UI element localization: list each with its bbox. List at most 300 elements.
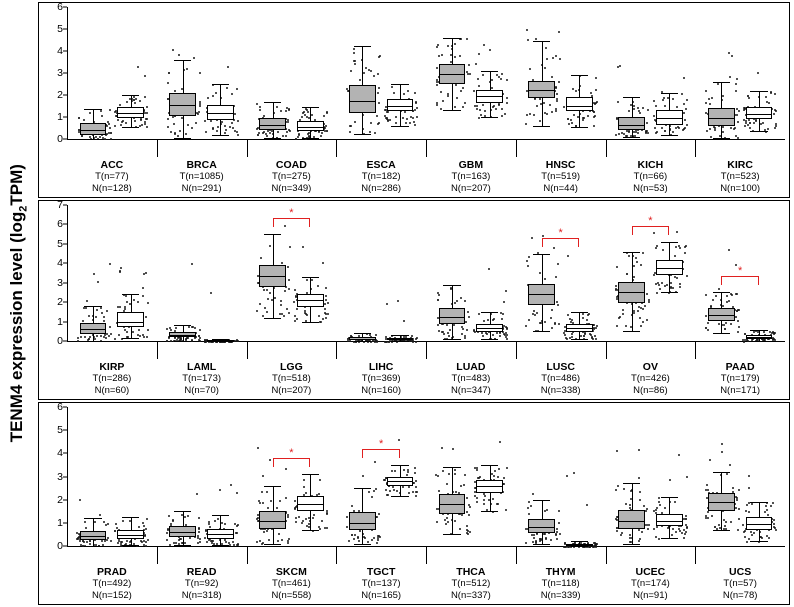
sample-point xyxy=(325,317,327,319)
sample-point xyxy=(395,116,397,118)
sample-point xyxy=(488,268,490,270)
sample-point xyxy=(707,322,709,324)
sample-point xyxy=(746,541,748,543)
sample-point xyxy=(685,108,687,110)
median-line xyxy=(117,535,144,536)
cancer-code: THCA xyxy=(456,566,486,578)
sample-point xyxy=(501,115,503,117)
sample-point xyxy=(558,81,560,83)
tumor-count: T(n=275) xyxy=(271,171,311,182)
sample-point xyxy=(228,542,230,544)
sample-point xyxy=(325,295,327,297)
sample-point xyxy=(224,523,226,525)
sample-point xyxy=(280,110,282,112)
sample-point xyxy=(263,131,265,133)
sample-point xyxy=(616,325,618,327)
normal-count: N(n=339) xyxy=(540,590,581,601)
sample-point xyxy=(407,471,409,473)
sample-point xyxy=(505,336,507,338)
sample-point xyxy=(477,78,479,80)
sample-point xyxy=(484,495,486,497)
significance-star: * xyxy=(558,226,563,239)
sample-point xyxy=(145,118,147,120)
sample-point xyxy=(81,135,83,137)
significance-star: * xyxy=(648,214,653,227)
sample-point xyxy=(373,537,375,539)
sample-point xyxy=(464,300,466,302)
sample-point xyxy=(761,537,763,539)
sample-point xyxy=(259,540,261,542)
sample-point xyxy=(705,315,707,317)
sample-point xyxy=(749,122,751,124)
sample-point xyxy=(415,341,417,343)
sample-point xyxy=(263,531,265,533)
sample-point xyxy=(279,500,281,502)
sample-point xyxy=(551,309,553,311)
sample-point xyxy=(378,56,380,58)
x-axis-group-label xyxy=(631,361,670,397)
sample-point xyxy=(571,333,573,335)
sample-point xyxy=(370,122,372,124)
cancer-code: LUAD xyxy=(456,361,486,373)
sample-point xyxy=(204,537,206,539)
tumor-count: T(n=519) xyxy=(541,171,581,182)
sample-point xyxy=(146,126,148,128)
sample-point xyxy=(373,75,375,77)
normal-count: N(n=291) xyxy=(181,183,222,194)
median-line xyxy=(387,106,414,107)
sample-point xyxy=(409,122,411,124)
sample-point xyxy=(529,113,531,115)
sample-point xyxy=(672,98,674,100)
sample-point xyxy=(120,267,122,269)
sample-point xyxy=(306,279,308,281)
sample-point xyxy=(96,309,98,311)
sample-point xyxy=(438,294,440,296)
sample-point xyxy=(371,539,373,541)
significance-bracket xyxy=(273,218,311,227)
sample-point xyxy=(350,70,352,72)
sample-point xyxy=(556,538,558,540)
sample-point xyxy=(304,310,306,312)
whisker-cap xyxy=(623,483,640,484)
sample-point xyxy=(729,76,731,78)
sample-point xyxy=(625,503,627,505)
group-separator xyxy=(516,139,517,157)
sample-point xyxy=(178,539,180,541)
tumor-count: T(n=518) xyxy=(271,373,311,384)
sample-point xyxy=(582,317,584,319)
sample-point xyxy=(394,470,396,472)
sample-point xyxy=(146,518,148,520)
sample-point xyxy=(281,539,283,541)
sample-point xyxy=(557,304,559,306)
sample-point xyxy=(544,321,546,323)
cancer-code: OV xyxy=(642,361,658,373)
sample-point xyxy=(321,132,323,134)
sample-point xyxy=(367,541,369,543)
sample-point xyxy=(452,448,454,450)
sample-point xyxy=(476,497,478,499)
sample-point xyxy=(748,511,750,513)
sample-point xyxy=(532,493,534,495)
sample-point xyxy=(326,130,328,132)
sample-point xyxy=(436,46,438,48)
whisker-cap xyxy=(623,97,640,98)
whisker-cap xyxy=(84,518,101,519)
sample-point xyxy=(133,96,135,98)
whisker-cap xyxy=(84,109,101,110)
sample-point xyxy=(483,44,485,46)
group-separator xyxy=(426,546,427,564)
sample-point xyxy=(109,263,111,265)
whisker-cap xyxy=(302,107,319,108)
sample-point xyxy=(412,491,414,493)
whisker-cap xyxy=(174,138,191,139)
sample-point xyxy=(143,336,145,338)
sample-point xyxy=(285,468,287,470)
sample-point xyxy=(184,516,186,518)
sample-point xyxy=(107,523,109,525)
sample-point xyxy=(147,329,149,331)
sample-point xyxy=(728,52,730,54)
cancer-code: LAML xyxy=(187,361,217,373)
tumor-box xyxy=(708,108,735,126)
whisker-cap xyxy=(84,341,101,342)
sample-point xyxy=(672,131,674,133)
sample-point xyxy=(269,132,271,134)
sample-point xyxy=(268,539,270,541)
sample-point xyxy=(147,539,149,541)
sample-point xyxy=(674,255,676,257)
cancer-code: HNSC xyxy=(545,159,576,171)
tumor-count: T(n=92) xyxy=(184,578,219,589)
sample-point xyxy=(442,100,444,102)
group-separator xyxy=(695,139,696,157)
y-axis-tick-label: 1 xyxy=(57,315,63,328)
sample-point xyxy=(311,114,313,116)
sample-point xyxy=(749,127,751,129)
sample-point xyxy=(639,499,641,501)
sample-point xyxy=(266,530,268,532)
sample-point xyxy=(584,333,586,335)
sample-point xyxy=(564,334,566,336)
x-axis-group-label xyxy=(361,566,401,602)
whisker-cap xyxy=(212,545,229,546)
sample-point xyxy=(530,505,532,507)
sample-point xyxy=(705,102,707,104)
sample-point xyxy=(505,509,507,511)
sample-point xyxy=(126,331,128,333)
sample-point xyxy=(747,124,749,126)
median-line xyxy=(528,90,555,91)
median-line xyxy=(259,125,286,126)
sample-point xyxy=(556,98,558,100)
sample-point xyxy=(464,102,466,104)
sample-point xyxy=(114,338,116,340)
sample-point xyxy=(389,490,391,492)
group-separator xyxy=(157,341,158,359)
sample-point xyxy=(198,335,200,337)
sample-point xyxy=(100,110,102,112)
sample-point xyxy=(768,537,770,539)
sample-point xyxy=(173,123,175,125)
sample-point xyxy=(189,537,191,539)
sample-point xyxy=(437,475,439,477)
sample-point xyxy=(321,520,323,522)
sample-point xyxy=(408,486,410,488)
y-axis-tick-label: 2 xyxy=(57,89,63,101)
sample-point xyxy=(79,540,81,542)
group-separator xyxy=(516,341,517,359)
sample-point xyxy=(686,99,688,101)
sample-point xyxy=(186,68,188,70)
sample-point xyxy=(118,334,120,336)
sample-point xyxy=(318,526,320,528)
sample-point xyxy=(684,533,686,535)
sample-point xyxy=(658,284,660,286)
sample-point xyxy=(646,508,648,510)
y-axis-tick-label: 4 xyxy=(57,45,63,57)
sample-point xyxy=(616,530,618,532)
sample-point xyxy=(371,496,373,498)
cancer-code: BRCA xyxy=(186,159,217,171)
y-axis-tick-label: 1 xyxy=(57,111,63,123)
sample-point xyxy=(351,505,353,507)
sample-point xyxy=(411,335,413,337)
sample-point xyxy=(567,255,569,257)
sample-point xyxy=(318,493,320,495)
whisker-cap xyxy=(354,544,371,545)
sample-point xyxy=(403,469,405,471)
sample-point xyxy=(675,246,677,248)
sample-point xyxy=(706,484,708,486)
sample-point xyxy=(748,97,750,99)
x-axis-group-label xyxy=(633,159,668,195)
sample-point xyxy=(217,518,219,520)
sample-point xyxy=(526,114,528,116)
sample-point xyxy=(317,285,319,287)
sample-point xyxy=(683,103,685,105)
normal-count: N(n=165) xyxy=(361,590,402,601)
sample-point xyxy=(724,525,726,527)
y-axis-tick-mark xyxy=(63,546,67,547)
sample-point xyxy=(475,63,477,65)
sample-point xyxy=(529,68,531,70)
sample-point xyxy=(288,279,290,281)
normal-box xyxy=(117,312,144,328)
x-axis-group-label xyxy=(92,361,131,397)
normal-count: N(n=86) xyxy=(633,385,668,396)
sample-point xyxy=(396,490,398,492)
sample-point xyxy=(664,507,666,509)
sample-point xyxy=(707,517,709,519)
sample-point xyxy=(655,105,657,107)
sample-point xyxy=(78,117,80,119)
sample-point xyxy=(737,529,739,531)
sample-point xyxy=(377,123,379,125)
tumor-count: T(n=286) xyxy=(92,373,132,384)
median-line xyxy=(618,521,645,522)
sample-point xyxy=(327,302,329,304)
sample-point xyxy=(748,119,750,121)
sample-point xyxy=(281,262,283,264)
sample-point xyxy=(436,102,438,104)
sample-point xyxy=(106,125,108,127)
sample-point xyxy=(298,516,300,518)
sample-point xyxy=(79,499,81,501)
sample-point xyxy=(615,489,617,491)
sample-point xyxy=(109,127,111,129)
whisker-cap xyxy=(713,333,730,334)
sample-point xyxy=(572,88,574,90)
sample-point xyxy=(774,109,776,111)
x-axis-group-label xyxy=(720,361,760,397)
median-line xyxy=(708,315,735,316)
y-axis-tick-mark xyxy=(63,407,67,408)
sample-point xyxy=(397,300,399,302)
sample-point xyxy=(466,525,468,527)
sample-point xyxy=(686,526,688,528)
x-axis-group-label xyxy=(92,159,132,195)
sample-point xyxy=(208,523,210,525)
sample-point xyxy=(730,521,732,523)
y-axis-tick-mark xyxy=(63,51,67,52)
sample-point xyxy=(142,522,144,524)
sample-point xyxy=(229,126,231,128)
sample-point xyxy=(446,517,448,519)
sample-point xyxy=(735,293,737,295)
sample-point xyxy=(476,467,478,469)
sample-point xyxy=(84,336,86,338)
sample-point xyxy=(679,283,681,285)
sample-point xyxy=(539,322,541,324)
sample-point xyxy=(503,301,505,303)
sample-point xyxy=(623,133,625,135)
sample-point xyxy=(710,136,712,138)
sample-point xyxy=(642,308,644,310)
sample-point xyxy=(187,124,189,126)
whisker-cap xyxy=(302,530,319,531)
sample-point xyxy=(174,133,176,135)
y-axis-tick-mark xyxy=(63,243,67,244)
sample-point xyxy=(376,115,378,117)
sample-point xyxy=(83,119,85,121)
sample-point xyxy=(357,536,359,538)
sample-point xyxy=(527,265,529,267)
sample-point xyxy=(567,118,569,120)
cancer-code: LIHC xyxy=(368,361,394,373)
sample-point xyxy=(646,293,648,295)
sample-point xyxy=(684,119,686,121)
sample-point xyxy=(125,122,127,124)
sample-point xyxy=(556,100,558,102)
sample-point xyxy=(438,330,440,332)
sample-point xyxy=(459,528,461,530)
sample-point xyxy=(100,307,102,309)
sample-point xyxy=(551,327,553,329)
sample-point xyxy=(637,310,639,312)
sample-point xyxy=(478,85,480,87)
sample-point xyxy=(88,338,90,340)
normal-count: N(n=207) xyxy=(271,385,312,396)
sample-point xyxy=(137,301,139,303)
sample-point xyxy=(593,111,595,113)
sample-point xyxy=(414,109,416,111)
group-separator xyxy=(336,341,337,359)
sample-point xyxy=(384,341,386,343)
median-line xyxy=(656,521,683,522)
normal-count: N(n=53) xyxy=(633,183,668,194)
sample-point xyxy=(196,493,198,495)
sample-point xyxy=(199,329,201,331)
sample-point xyxy=(122,520,124,522)
sample-point xyxy=(566,338,568,340)
sample-point xyxy=(454,56,456,58)
sample-point xyxy=(454,43,456,45)
sample-point xyxy=(261,491,263,493)
whisker-cap xyxy=(443,467,460,468)
sample-point xyxy=(134,102,136,104)
sample-point xyxy=(718,323,720,325)
sample-point xyxy=(447,521,449,523)
sample-point xyxy=(675,531,677,533)
sample-point xyxy=(462,106,464,108)
sample-point xyxy=(172,49,174,51)
sample-point xyxy=(495,108,497,110)
sample-point xyxy=(493,475,495,477)
sample-point xyxy=(664,105,666,107)
sample-point xyxy=(460,485,462,487)
sample-point xyxy=(735,83,737,85)
sample-point xyxy=(442,470,444,472)
sample-point xyxy=(571,336,573,338)
sample-point xyxy=(85,527,87,529)
sample-point xyxy=(550,317,552,319)
sample-point xyxy=(708,98,710,100)
sample-point xyxy=(483,320,485,322)
sample-point xyxy=(645,510,647,512)
sample-point xyxy=(593,324,595,326)
cancer-code: LGG xyxy=(280,361,303,373)
whisker-cap xyxy=(571,546,588,547)
sample-point xyxy=(354,534,356,536)
sample-point xyxy=(144,75,146,77)
sample-point xyxy=(295,138,297,140)
sample-point xyxy=(663,97,665,99)
whisker-cap xyxy=(533,544,550,545)
sample-point xyxy=(653,528,655,530)
sample-point xyxy=(533,534,535,536)
sample-point xyxy=(566,475,568,477)
sample-point xyxy=(467,311,469,313)
sample-point xyxy=(264,307,266,309)
sample-point xyxy=(637,132,639,134)
sample-point xyxy=(714,129,716,131)
sample-point xyxy=(582,117,584,119)
sample-point xyxy=(368,491,370,493)
sample-point xyxy=(626,273,628,275)
whisker-cap xyxy=(391,341,408,342)
sample-point xyxy=(464,337,466,339)
sample-point xyxy=(641,531,643,533)
sample-point xyxy=(464,335,466,337)
sample-point xyxy=(619,316,621,318)
sample-point xyxy=(466,511,468,513)
sample-point xyxy=(384,109,386,111)
sample-point xyxy=(187,515,189,517)
cancer-code: TGCT xyxy=(366,566,396,578)
